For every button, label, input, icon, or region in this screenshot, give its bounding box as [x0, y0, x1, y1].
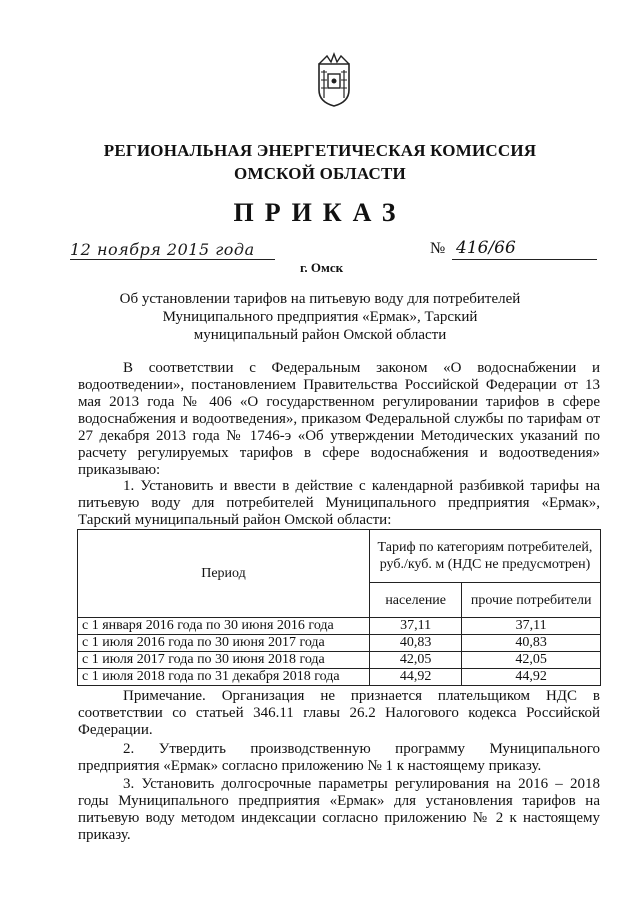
org-name-line2: ОМСКОЙ ОБЛАСТИ [234, 164, 406, 183]
item-1-paragraph: 1. Установить и ввести в действие с календарной разбивкой тарифы на питьевую воду для потребителей Муниципального предприятия «Ермак», Тарский муниципальный район Омской области: [78, 478, 600, 528]
number-underline [452, 259, 597, 260]
column-header-other: прочие потребители [462, 583, 601, 618]
row-population-tariff: 37,11 [370, 618, 462, 635]
row-other-tariff: 40,83 [462, 635, 601, 652]
table-row [78, 652, 601, 669]
number-label: № [430, 240, 446, 257]
row-period: с 1 июля 2016 года по 30 июня 2017 года [78, 635, 370, 652]
table-row [78, 635, 601, 652]
city: г. Омск [300, 260, 344, 275]
row-period: с 1 июля 2018 года по 31 декабря 2018 года [78, 669, 370, 686]
column-header-tariff: Тариф по категориям потребителей, руб./куб. м (НДС не предусмотрен) [370, 530, 601, 583]
row-population-tariff: 44,92 [370, 669, 462, 686]
column-header-period: Период [78, 530, 370, 618]
org-name-line1: РЕГИОНАЛЬНАЯ ЭНЕРГЕТИЧЕСКАЯ КОМИССИЯ [103, 141, 537, 160]
subject-line3: муниципальный район Омской области [193, 327, 447, 343]
row-population-tariff: 42,05 [370, 652, 462, 669]
subject-line1: Об установлении тарифов на питьевую воду для потребителей [119, 291, 521, 307]
preamble-paragraph: В соответствии с Федеральным законом «О водоснабжении и водоотведении», постановлением Правительства Российской Федерации от 13 мая 2013 года № 406 «О государственном регулировании тарифов в сфере водоснабжения и водоотведения», приказом Федеральной службы по тарифам от 27 декабря 2013 года № 1746-э «Об утверждении Методических указаний по расчету регулируемых тарифов в сфере водоснабжения и водоотведения» приказываю: [78, 360, 600, 478]
row-other-tariff: 37,11 [462, 618, 601, 635]
row-other-tariff: 44,92 [462, 669, 601, 686]
row-population-tariff: 40,83 [370, 635, 462, 652]
order-subject [0, 290, 640, 344]
tariff-table [77, 529, 601, 686]
table-row [78, 669, 601, 686]
handwritten-date: 12 ноября 2015 года [70, 240, 255, 259]
column-header-population: население [370, 583, 462, 618]
item-2-paragraph: 2. Утвердить производственную программу Муниципального предприятия «Ермак» согласно приложению № 1 к настоящему приказу. [78, 741, 600, 774]
table-row [78, 618, 601, 635]
document-type: ПРИКАЗ [233, 198, 407, 227]
date-underline [70, 259, 275, 260]
row-period: с 1 января 2016 года по 30 июня 2016 года [78, 618, 370, 635]
subject-line2: Муниципального предприятия «Ермак», Тарский [162, 309, 478, 325]
handwritten-number: 416/66 [456, 238, 516, 258]
note-paragraph: Примечание. Организация не признается плательщиком НДС в соответствии со статьей 346.11 главы 26.2 Налогового кодекса Российской Федерации. [78, 688, 600, 738]
coat-of-arms-icon [313, 50, 355, 108]
row-other-tariff: 42,05 [462, 652, 601, 669]
item-3-paragraph: 3. Установить долгосрочные параметры регулирования на 2016 – 2018 годы Муниципального предприятия «Ермак» для установления тарифов на питьевую воду методом индексации согласно приложению № 2 к настоящему приказу. [78, 776, 600, 843]
row-period: с 1 июля 2017 года по 30 июня 2018 года [78, 652, 370, 669]
